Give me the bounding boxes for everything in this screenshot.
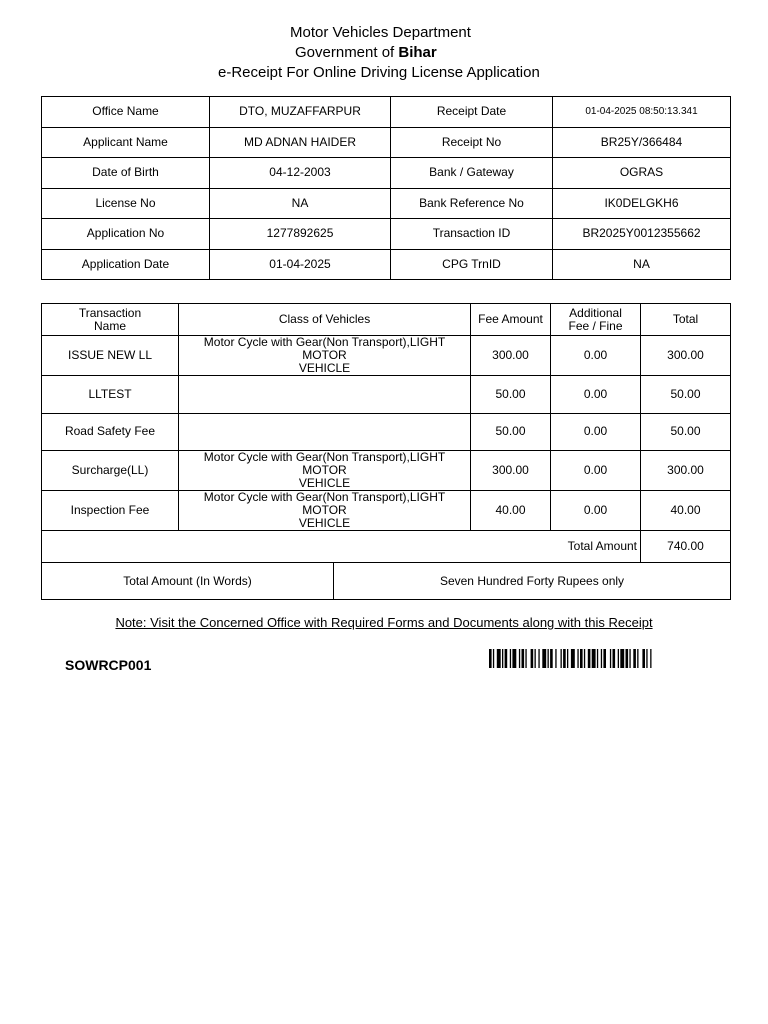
row-total: 50.00 <box>641 376 731 414</box>
additional-fee-header-line1: Additional <box>569 305 622 320</box>
barcode-bar <box>626 649 629 668</box>
class-of-vehicles-line2: VEHICLE <box>298 361 351 375</box>
barcode-bar <box>597 649 598 668</box>
barcode-bar <box>580 649 583 668</box>
barcode-bar <box>563 649 566 668</box>
class-of-vehicles <box>179 491 471 531</box>
application-no-value: 1277892625 <box>210 219 391 250</box>
additional-fee-header-line2: Fee / Fine <box>568 318 623 333</box>
transaction-id-label: Transaction ID <box>391 219 553 250</box>
bank-gateway-value: OGRAS <box>553 158 731 189</box>
barcode-bar <box>550 649 553 668</box>
barcode-bar <box>577 649 578 668</box>
transaction-id-value: BR2025Y0012355662 <box>553 219 731 250</box>
barcode-bar <box>555 649 556 668</box>
barcode-bar <box>493 649 494 668</box>
additional-fee: 0.00 <box>551 336 641 376</box>
info-row <box>42 219 731 250</box>
barcode-bar <box>588 649 591 668</box>
amount-in-words-label: Total Amount (In Words) <box>42 563 334 600</box>
office-name-label: Office Name <box>42 97 210 128</box>
table-row <box>42 451 731 491</box>
barcode-bar <box>542 649 546 668</box>
amount-in-words-row <box>42 563 731 600</box>
transaction-name-header-line2: Name <box>93 318 126 333</box>
additional-fee-header <box>551 304 641 336</box>
row-total: 300.00 <box>641 336 731 376</box>
class-of-vehicles-line1: Motor Cycle with Gear(Non Transport),LIGHT MOTOR <box>203 335 446 362</box>
info-row <box>42 127 731 158</box>
office-name-value: DTO, MUZAFFARPUR <box>210 97 391 128</box>
class-of-vehicles-line1: Motor Cycle with Gear(Non Transport),LIGHT MOTOR <box>203 450 446 477</box>
barcode-bar <box>610 649 611 668</box>
table-row <box>42 491 731 531</box>
license-no-label: License No <box>42 188 210 219</box>
transaction-name-header-line1: Transaction <box>78 305 142 320</box>
barcode-bar <box>502 649 503 668</box>
barcode-bar <box>613 649 616 668</box>
bank-reference-label: Bank Reference No <box>391 188 553 219</box>
row-total: 40.00 <box>641 491 731 531</box>
barcode-bar <box>525 649 526 668</box>
barcode-bar <box>548 649 549 668</box>
barcode-bar <box>510 649 511 668</box>
bank-gateway-label: Bank / Gateway <box>391 158 553 189</box>
barcode-bar <box>567 649 568 668</box>
barcode-bar <box>601 649 602 668</box>
barcode-bar <box>531 649 534 668</box>
class-of-vehicles <box>179 413 471 451</box>
additional-fee: 0.00 <box>551 491 641 531</box>
barcode-bar <box>592 649 596 668</box>
barcode-bar <box>561 649 562 668</box>
barcode-bar <box>584 649 585 668</box>
fee-header-row <box>42 304 731 336</box>
receipt-no-value: BR25Y/366484 <box>553 127 731 158</box>
info-row <box>42 158 731 189</box>
department-title: Motor Vehicles Department <box>290 24 471 41</box>
table-row <box>42 336 731 376</box>
form-code: SOWRCP001 <box>65 657 152 673</box>
barcode-bar <box>646 649 647 668</box>
transaction-name: Surcharge(LL) <box>42 451 179 491</box>
barcode-bar <box>505 649 508 668</box>
class-of-vehicles-line1: Motor Cycle with Gear(Non Transport),LIGHT MOTOR <box>203 490 446 517</box>
additional-fee: 0.00 <box>551 376 641 414</box>
amount-in-words-value: Seven Hundred Forty Rupees only <box>334 563 731 600</box>
additional-fee: 0.00 <box>551 451 641 491</box>
total-header: Total <box>641 304 731 336</box>
row-total: 300.00 <box>641 451 731 491</box>
receipt-date-value: 01-04-2025 08:50:13.341 <box>553 97 731 128</box>
transaction-name: Road Safety Fee <box>42 413 179 451</box>
barcode-bar <box>629 649 630 668</box>
fee-amount: 300.00 <box>471 336 551 376</box>
transaction-name: LLTEST <box>42 376 179 414</box>
info-row <box>42 188 731 219</box>
cpg-trnid-label: CPG TrnID <box>391 249 553 280</box>
fee-amount: 50.00 <box>471 376 551 414</box>
barcode-bar <box>519 649 520 668</box>
receipt-date-label: Receipt Date <box>391 97 553 128</box>
class-of-vehicles-line2: VEHICLE <box>298 476 351 490</box>
total-amount-label: Total Amount <box>42 531 641 563</box>
additional-fee: 0.00 <box>551 413 641 451</box>
barcode-bar <box>571 649 575 668</box>
barcode-bar <box>650 649 651 668</box>
government-title <box>295 44 437 61</box>
total-amount-value: 740.00 <box>641 531 731 563</box>
info-row <box>42 97 731 128</box>
barcode-bar <box>618 649 619 668</box>
fee-amount: 50.00 <box>471 413 551 451</box>
transaction-name-header <box>42 304 179 336</box>
barcode-bar <box>497 649 501 668</box>
barcode-bar <box>620 649 624 668</box>
class-of-vehicles-header: Class of Vehicles <box>179 304 471 336</box>
barcode-bar <box>535 649 536 668</box>
barcode-bar <box>642 649 645 668</box>
license-no-value: NA <box>210 188 391 219</box>
fee-amount-header: Fee Amount <box>471 304 551 336</box>
dob-label: Date of Birth <box>42 158 210 189</box>
receipt-note: Note: Visit the Concerned Office with Required Forms and Documents along with this Receipt <box>115 615 653 630</box>
cpg-trnid-value: NA <box>553 249 731 280</box>
barcode-bar <box>522 649 525 668</box>
application-no-label: Application No <box>42 219 210 250</box>
transaction-name: ISSUE NEW LL <box>42 336 179 376</box>
applicant-name-label: Applicant Name <box>42 127 210 158</box>
applicant-info-table <box>41 96 731 280</box>
barcode-bar <box>637 649 638 668</box>
receipt-title: e-Receipt For Online Driving License Application <box>218 64 540 81</box>
fee-table <box>41 303 731 600</box>
bank-reference-value: IK0DELGKH6 <box>553 188 731 219</box>
barcode-bar <box>603 649 606 668</box>
barcode-bar <box>512 649 516 668</box>
class-of-vehicles <box>179 376 471 414</box>
info-row <box>42 249 731 280</box>
table-row <box>42 413 731 451</box>
application-date-value: 01-04-2025 <box>210 249 391 280</box>
applicant-name-value: MD ADNAN HAIDER <box>210 127 391 158</box>
barcode-bar <box>633 649 636 668</box>
fee-amount: 300.00 <box>471 451 551 491</box>
barcode-bar <box>538 649 539 668</box>
total-amount-row <box>42 531 731 563</box>
transaction-name: Inspection Fee <box>42 491 179 531</box>
government-prefix: Government of <box>295 44 395 61</box>
class-of-vehicles-line2: VEHICLE <box>298 516 351 530</box>
class-of-vehicles <box>179 451 471 491</box>
row-total: 50.00 <box>641 413 731 451</box>
receipt-no-label: Receipt No <box>391 127 553 158</box>
table-row <box>42 376 731 414</box>
application-date-label: Application Date <box>42 249 210 280</box>
class-of-vehicles <box>179 336 471 376</box>
dob-value: 04-12-2003 <box>210 158 391 189</box>
barcode-bar <box>489 649 492 668</box>
fee-amount: 40.00 <box>471 491 551 531</box>
barcode-icon <box>489 649 701 668</box>
state-name: Bihar <box>398 44 437 61</box>
